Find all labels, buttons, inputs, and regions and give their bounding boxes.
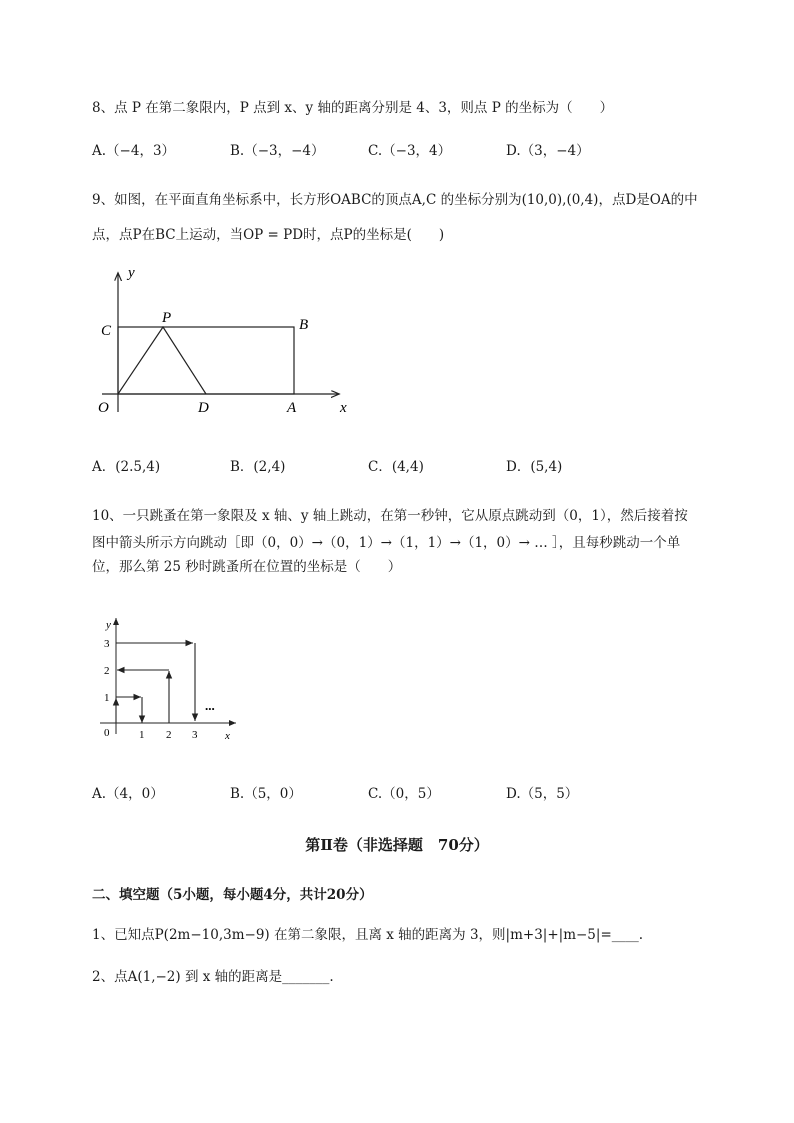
label-c: C (101, 323, 112, 339)
label-y2: 2 (104, 665, 110, 677)
fill-question-2: 2、点A(1,−2) 到 x 轴的距离是_______. (92, 969, 334, 985)
option-b[interactable]: B.（−3，−4） (230, 143, 325, 159)
triangle-opd (118, 327, 206, 394)
option-b[interactable]: B．(2,4) (230, 459, 286, 475)
question-9-line-2: 点，点P在BC上运动，当OP = PD时，点P的坐标是( ) (92, 227, 445, 243)
fill-in-section-heading: 二、填空题（5小题，每小题4分，共计20分） (92, 887, 373, 903)
question-10-line-1: 10、一只跳蚤在第一象限及 x 轴、y 轴上跳动，在第一秒钟，它从原点跳动到（0，1），然后接着按 (92, 508, 688, 524)
question-8-options (92, 142, 652, 160)
label-b: B (299, 317, 309, 333)
option-b[interactable]: B.（5，0） (230, 786, 302, 802)
label-y: y (106, 619, 111, 631)
option-c[interactable]: C.（0，5） (368, 786, 440, 802)
question-10-line-2: 图中箭头所示方向跳动［即（0，0）→（0，1）→（1，1）→（1，0）→ … ］，且每秒跳动一个单 (92, 535, 681, 551)
option-a[interactable]: A.（4，0） (92, 786, 164, 802)
question-10-options (92, 785, 652, 803)
part-2-title: 第Ⅱ卷（非选择题 70分） (305, 836, 489, 854)
option-a[interactable]: A．(2.5,4) (92, 459, 161, 475)
fill-question-1: 1、已知点P(2m−10,3m−9) 在第二象限，且离 x 轴的距离为 3，则|m+3|+|m−5|=____. (92, 927, 644, 943)
option-a[interactable]: A.（−4，3） (92, 143, 176, 159)
label-x: x (340, 400, 347, 416)
label-origin: 0 (104, 727, 110, 739)
label-x: x (225, 730, 230, 742)
label-p: P (162, 310, 172, 326)
label-x1: 1 (139, 729, 145, 741)
option-d[interactable]: D.（3，−4） (506, 143, 590, 159)
label-x2: 2 (166, 729, 172, 741)
rectangle-coordinate-figure (92, 260, 372, 420)
option-c[interactable]: C．(4,4) (368, 459, 424, 475)
question-8-text: 8、点 P 在第二象限内，P 点到 x、y 轴的距离分别是 4、3，则点 P 的坐标为（ ） (92, 100, 614, 116)
label-o: O (98, 400, 109, 416)
rectangle-oabc (118, 327, 294, 394)
question-9-options (92, 458, 652, 476)
question-9-line-1: 9、如图，在平面直角坐标系中，长方形OABC的顶点A,C 的坐标分别为(10,0),(0,4)，点D是OA的中 (92, 192, 698, 208)
label-y3: 3 (104, 638, 110, 650)
flea-jump-figure (92, 612, 252, 747)
label-y1: 1 (104, 692, 110, 704)
label-x3: 3 (192, 729, 198, 741)
continuation-dots: ... (205, 698, 215, 713)
option-d[interactable]: D.（5，5） (506, 786, 579, 802)
label-a: A (287, 400, 297, 416)
option-d[interactable]: D．(5,4) (506, 459, 563, 475)
option-c[interactable]: C.（−3，4） (368, 143, 452, 159)
label-d: D (198, 400, 209, 416)
question-10-line-3: 位，那么第 25 秒时跳蚤所在位置的坐标是（ ） (92, 559, 402, 575)
label-y: y (128, 265, 135, 281)
